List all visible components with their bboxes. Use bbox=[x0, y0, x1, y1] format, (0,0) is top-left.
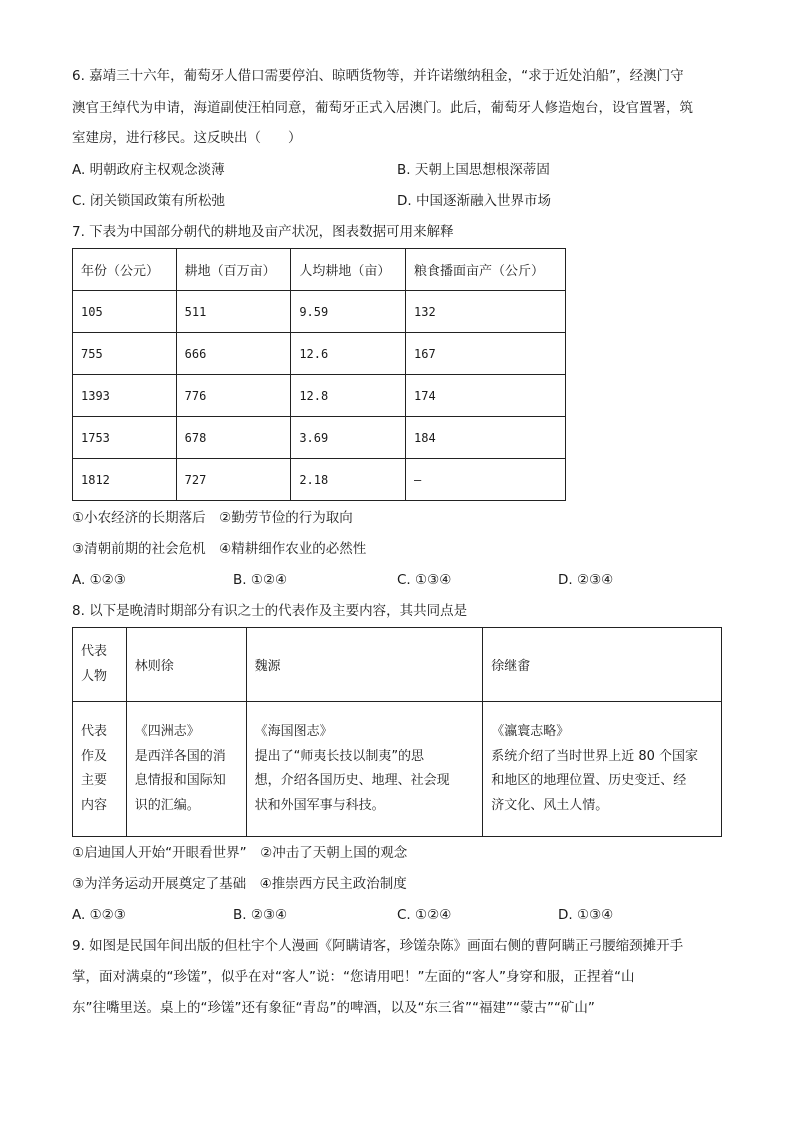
person-name: 魏源 bbox=[246, 628, 483, 702]
table-header-row bbox=[73, 249, 566, 291]
q8-option-d: D. ①③④ bbox=[558, 907, 614, 923]
q9-stem-line-1: 9. 如图是民国年间出版的但杜宇个人漫画《阿瞒请客，珍馐杂陈》画面右侧的曹阿瞒正弓腰缩颈摊开手 bbox=[72, 938, 684, 954]
person-name: 徐继畬 bbox=[483, 628, 722, 702]
table-row bbox=[73, 628, 722, 702]
q8-statements-1: ①启迪国人开始“开眼看世界” ②冲击了天朝上国的观念 bbox=[72, 845, 408, 861]
table-cell: — bbox=[406, 459, 566, 501]
table-cell: 666 bbox=[176, 333, 291, 375]
table-header-cell: 耕地（百万亩） bbox=[176, 249, 291, 291]
person-name: 林则徐 bbox=[126, 628, 246, 702]
table-cell: 776 bbox=[176, 375, 291, 417]
table-row bbox=[73, 702, 722, 837]
table-cell: 174 bbox=[406, 375, 566, 417]
work-description: 《瀛寰志略》 系统介绍了当时世界上近 80 个国家 和地区的地理位置、历史变迁、经 济文化、风土人情。 bbox=[483, 702, 722, 837]
table-cell: 2.18 bbox=[291, 459, 406, 501]
table-row bbox=[73, 291, 566, 333]
table-cell: 9.59 bbox=[291, 291, 406, 333]
q7-stem: 7. 下表为中国部分朝代的耕地及亩产状况，图表数据可用来解释 bbox=[72, 224, 454, 240]
q9-stem-line-2: 掌，面对满桌的“珍馐”，似乎在对“客人”说：“您请用吧！”左面的“客人”身穿和服，正捏着“山 bbox=[72, 969, 635, 985]
q7-option-c: C. ①③④ bbox=[397, 572, 452, 588]
table-cell: 184 bbox=[406, 417, 566, 459]
row-label-works: 代表 作及 主要 内容 bbox=[73, 702, 127, 837]
table-cell: 132 bbox=[406, 291, 566, 333]
q7-option-a: A. ①②③ bbox=[72, 572, 126, 588]
q6-stem-line-1: 6. 嘉靖三十六年，葡萄牙人借口需要停泊、晾晒货物等，并许诺缴纳租金，“求于近处泊船”，经澳门守 bbox=[72, 68, 684, 84]
table-header-cell: 年份（公元） bbox=[73, 249, 177, 291]
table-row bbox=[73, 375, 566, 417]
table-cell: 12.8 bbox=[291, 375, 406, 417]
q7-statements-1: ①小农经济的长期落后 ②勤劳节俭的行为取向 bbox=[72, 510, 353, 526]
table-cell: 511 bbox=[176, 291, 291, 333]
table-cell: 1393 bbox=[73, 375, 177, 417]
q8-option-a: A. ①②③ bbox=[72, 907, 126, 923]
table-cell: 167 bbox=[406, 333, 566, 375]
row-label-people: 代表 人物 bbox=[73, 628, 127, 702]
table-header-cell: 人均耕地（亩） bbox=[291, 249, 406, 291]
q6-option-d: D. 中国逐渐融入世界市场 bbox=[397, 193, 551, 209]
table-cell: 1753 bbox=[73, 417, 177, 459]
q9-stem-line-3: 东”往嘴里送。桌上的“珍馐”还有象征“青岛”的啤酒，以及“东三省”“福建”“蒙古”“矿山” bbox=[72, 1000, 595, 1016]
q6-stem-line-3: 室建房，进行移民。这反映出（ ） bbox=[72, 130, 302, 146]
table-cell: 678 bbox=[176, 417, 291, 459]
table-cell: 3.69 bbox=[291, 417, 406, 459]
table-cell: 12.6 bbox=[291, 333, 406, 375]
q7-option-b: B. ①②④ bbox=[233, 572, 288, 588]
q8-stem: 8. 以下是晚清时期部分有识之士的代表作及主要内容，其共同点是 bbox=[72, 603, 468, 619]
work-description: 《四洲志》 是西洋各国的消 息情报和国际知 识的汇编。 bbox=[126, 702, 246, 837]
table-row bbox=[73, 459, 566, 501]
work-description: 《海国图志》 提出了“师夷长技以制夷”的思 想，介绍各国历史、地理、社会现 状和外国军事与科技。 bbox=[246, 702, 483, 837]
q8-statements-2: ③为洋务运动开展奠定了基础 ④推崇西方民主政治制度 bbox=[72, 876, 407, 892]
q6-option-a: A. 明朝政府主权观念淡薄 bbox=[72, 162, 225, 178]
q8-thinkers-table bbox=[72, 627, 722, 837]
table-cell: 755 bbox=[73, 333, 177, 375]
q7-statements-2: ③清朝前期的社会危机 ④精耕细作农业的必然性 bbox=[72, 541, 367, 557]
q7-option-d: D. ②③④ bbox=[558, 572, 614, 588]
q7-data-table bbox=[72, 248, 566, 501]
q8-option-b: B. ②③④ bbox=[233, 907, 288, 923]
q6-option-b: B. 天朝上国思想根深蒂固 bbox=[397, 162, 550, 178]
q8-option-c: C. ①②④ bbox=[397, 907, 452, 923]
table-cell: 105 bbox=[73, 291, 177, 333]
table-cell: 1812 bbox=[73, 459, 177, 501]
table-row bbox=[73, 417, 566, 459]
table-row bbox=[73, 333, 566, 375]
q6-option-c: C. 闭关锁国政策有所松弛 bbox=[72, 193, 226, 209]
table-header-cell: 粮食播面亩产（公斤） bbox=[406, 249, 566, 291]
table-cell: 727 bbox=[176, 459, 291, 501]
q6-stem-line-2: 澳官王绰代为申请，海道副使汪柏同意，葡萄牙正式入居澳门。此后，葡萄牙人修造炮台，设官置署，筑 bbox=[72, 100, 693, 116]
